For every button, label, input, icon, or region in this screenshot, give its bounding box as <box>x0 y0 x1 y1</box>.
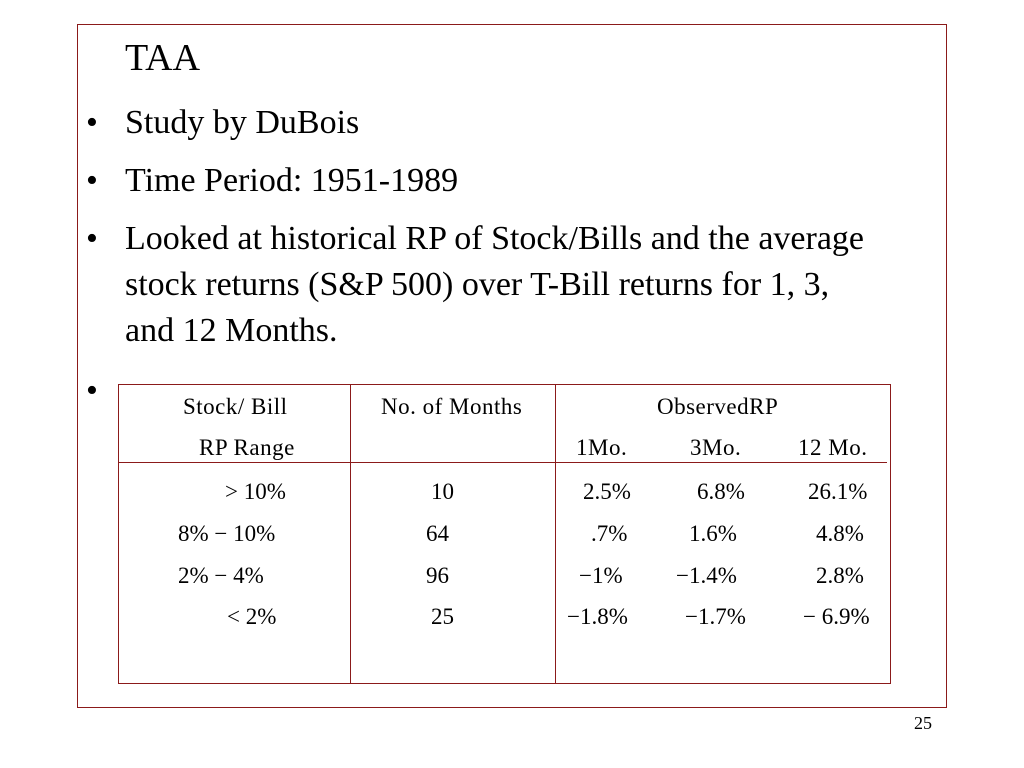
bullet-list <box>86 100 886 366</box>
page-number: 25 <box>914 713 932 733</box>
cell-3mo: 1.6% <box>689 521 737 546</box>
cell-3mo: −1.4% <box>676 563 737 588</box>
table-divider <box>555 385 556 683</box>
cell-1mo: −1% <box>579 563 623 588</box>
bullet-symbol: • <box>86 104 98 141</box>
cell-1mo: −1.8% <box>567 604 628 629</box>
bullet-symbol: • <box>86 220 98 257</box>
cell-range: 8% − 10% <box>178 521 276 546</box>
table-divider <box>350 385 351 683</box>
header-1mo: 1Mo. <box>576 435 628 460</box>
cell-months: 96 <box>426 563 449 588</box>
header-stock-bill: Stock/ Bill <box>183 394 288 419</box>
bullet-text: Looked at historical RP of Stock/Bills and the average stock returns (S&P 500) over T-Bill returns for 1, 3, and 12 Months. <box>125 220 865 349</box>
bullet-item <box>86 100 886 146</box>
slide-title: TAA <box>125 37 201 79</box>
cell-1mo: 2.5% <box>583 479 631 504</box>
bullet-item <box>86 216 886 354</box>
bullet-item <box>86 158 886 204</box>
cell-12mo: 4.8% <box>816 521 864 546</box>
cell-months: 10 <box>431 479 454 504</box>
cell-12mo: − 6.9% <box>803 604 870 629</box>
cell-3mo: 6.8% <box>697 479 745 504</box>
cell-range: < 2% <box>227 604 277 629</box>
empty-bullet-symbol: • <box>86 372 98 409</box>
cell-months: 64 <box>426 521 449 546</box>
header-3mo: 3Mo. <box>690 435 742 460</box>
cell-1mo: .7% <box>591 521 628 546</box>
cell-range: 2% − 4% <box>178 563 264 588</box>
header-observed-rp: ObservedRP <box>657 394 779 419</box>
cell-3mo: −1.7% <box>685 604 746 629</box>
cell-12mo: 2.8% <box>816 563 864 588</box>
returns-table <box>118 384 891 684</box>
cell-range: > 10% <box>225 479 286 504</box>
cell-12mo: 26.1% <box>808 479 868 504</box>
cell-months: 25 <box>431 604 454 629</box>
header-num-months: No. of Months <box>381 394 523 419</box>
header-rp-range: RP Range <box>199 435 295 460</box>
bullet-symbol: • <box>86 162 98 199</box>
header-12mo: 12 Mo. <box>798 435 868 460</box>
table-header-rule <box>119 462 887 463</box>
bullet-text: Time Period: 1951-1989 <box>125 162 459 199</box>
bullet-text: Study by DuBois <box>125 104 360 141</box>
